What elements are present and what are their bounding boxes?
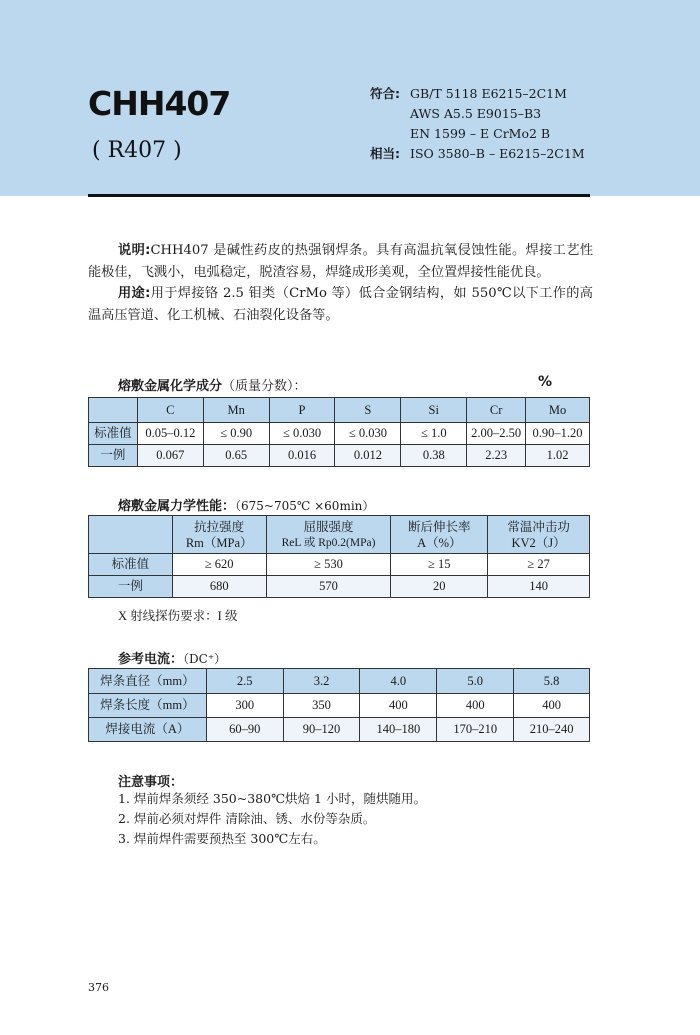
product-alias: ( R407 ): [92, 138, 182, 163]
table-row: [89, 423, 590, 445]
standard-row: [370, 84, 585, 104]
chemistry-title: [118, 375, 307, 394]
table-cell: ≤ 1.0: [401, 423, 467, 445]
header-rule: [88, 194, 590, 197]
description-paragraph: [88, 240, 593, 283]
chemistry-table: [88, 397, 590, 467]
table-header-cell: P: [269, 398, 335, 423]
standard-label: [370, 104, 410, 124]
table-header-cell: S: [335, 398, 401, 423]
table-cell: 680: [172, 576, 266, 598]
table-header-cell: Si: [401, 398, 467, 423]
header-line: 屈服强度: [303, 519, 354, 534]
header-line: 抗拉强度: [194, 519, 245, 534]
description-text: CHH407 是碱性药皮的热强钢焊条。具有高温抗氧侵蚀性能。焊接工艺性能极佳，飞溅小，电弧稳定，脱渣容易，焊缝成形美观，全位置焊接性能优良。: [88, 243, 594, 280]
standard-label: 相当:: [370, 146, 400, 161]
mechanical-table: [88, 515, 590, 598]
table-row-label: 焊条直径（mm）: [89, 669, 207, 694]
table-row-label: 一例: [89, 445, 138, 467]
table-cell: 400: [360, 694, 437, 718]
chemistry-title-main: 熔敷金属化学成分: [118, 379, 223, 394]
table-row: [89, 669, 590, 694]
table-cell: 350: [283, 694, 360, 718]
header-line: 断后伸长率: [408, 519, 471, 534]
table-cell: 60–90: [206, 718, 283, 742]
table-cell: ≤ 0.030: [269, 423, 335, 445]
table-header-cell: [488, 516, 590, 554]
table-cell: 0.65: [203, 445, 269, 467]
standard-label: 符合:: [370, 86, 400, 101]
table-cell: 140–180: [360, 718, 437, 742]
table-row-label: 焊条长度（mm）: [89, 694, 207, 718]
table-cell: 90–120: [283, 718, 360, 742]
notes-list: [118, 789, 426, 849]
table-corner-cell: [89, 516, 173, 554]
table-row-label: 焊接电流（A）: [89, 718, 207, 742]
table-cell: 2.5: [206, 669, 283, 694]
table-cell: ≥ 15: [391, 554, 488, 576]
table-header-cell: Cr: [467, 398, 526, 423]
table-cell: ≥ 530: [266, 554, 391, 576]
table-cell: 1.02: [526, 445, 590, 467]
table-cell: 2.23: [467, 445, 526, 467]
table-header-row: [89, 398, 590, 423]
standard-row: [370, 104, 585, 124]
table-header-cell: [266, 516, 391, 554]
table-header-cell: [391, 516, 488, 554]
table-row: [89, 576, 590, 598]
table-cell: 4.0: [360, 669, 437, 694]
table-cell: 0.05–0.12: [137, 423, 203, 445]
table-row: [89, 694, 590, 718]
usage-text: 用于焊接铬 2.5 钼类（CrMo 等）低合金钢结构，如 550℃以下工作的高温高压管道、化工机械、石油裂化设备等。: [88, 286, 593, 323]
standard-label: [370, 124, 410, 144]
table-cell: 2.00–2.50: [467, 423, 526, 445]
table-cell: 400: [514, 694, 590, 718]
table-cell: 400: [437, 694, 514, 718]
table-cell: 0.016: [269, 445, 335, 467]
table-cell: 210–240: [514, 718, 590, 742]
header-line: KV2（J）: [511, 535, 566, 550]
table-header-cell: [172, 516, 266, 554]
table-corner-cell: [89, 398, 138, 423]
usage-paragraph: [88, 283, 593, 326]
current-title-main: 参考电流：: [118, 652, 184, 667]
table-row-label: 标准值: [89, 554, 173, 576]
note-item: 1. 焊前焊条须经 350~380℃烘焙 1 小时，随烘随用。: [118, 791, 426, 806]
page-number: 376: [88, 981, 109, 994]
table-header-cell: Mn: [203, 398, 269, 423]
table-cell: 0.38: [401, 445, 467, 467]
chemistry-unit: %: [538, 374, 553, 390]
mechanical-condition: （675~705℃ ×60min）: [235, 499, 375, 513]
header-line: Rm（MPa）: [185, 535, 253, 550]
table-header-row: [89, 516, 590, 554]
header-line: A（%）: [417, 535, 462, 550]
notes-title: 注意事项：: [118, 775, 184, 790]
table-cell: ≤ 0.90: [203, 423, 269, 445]
standard-value: AWS A5.5 E9015–B3: [410, 106, 542, 121]
standard-value: EN 1599 – E CrMo2 B: [410, 126, 551, 141]
table-row: [89, 554, 590, 576]
description-label: 说明:: [118, 243, 151, 258]
table-cell: ≤ 0.030: [335, 423, 401, 445]
table-cell: 0.012: [335, 445, 401, 467]
mechanical-title: [118, 495, 374, 514]
current-polarity: （DC⁺）: [183, 652, 227, 666]
table-row-label: 一例: [89, 576, 173, 598]
table-cell: 0.90–1.20: [526, 423, 590, 445]
standard-value: ISO 3580–B – E6215–2C1M: [410, 146, 585, 161]
standard-value: GB/T 5118 E6215–2C1M: [410, 86, 567, 101]
table-cell: 140: [488, 576, 590, 598]
table-cell: 20: [391, 576, 488, 598]
table-row-label: 标准值: [89, 423, 138, 445]
standard-row: [370, 124, 585, 144]
current-table: [88, 668, 590, 742]
table-cell: ≥ 620: [172, 554, 266, 576]
note-item: 2. 焊前必须对焊件 清除油、锈、水份等杂质。: [118, 811, 376, 826]
chemistry-title-suffix: （质量分数）：: [222, 379, 307, 394]
table-cell: 0.067: [137, 445, 203, 467]
product-name: CHH407: [88, 84, 231, 123]
xray-note: X 射线探伤要求：I 级: [118, 609, 238, 623]
current-title: [118, 648, 226, 667]
table-cell: 5.8: [514, 669, 590, 694]
table-header-cell: C: [137, 398, 203, 423]
table-cell: 300: [206, 694, 283, 718]
standards-list: [370, 84, 585, 164]
table-row: [89, 445, 590, 467]
table-cell: 5.0: [437, 669, 514, 694]
usage-label: 用途:: [118, 286, 151, 301]
note-item: 3. 焊前焊件需要预热至 300℃左右。: [118, 831, 326, 846]
description-block: [88, 240, 593, 326]
mechanical-title-main: 熔敷金属力学性能：: [118, 499, 236, 514]
table-row: [89, 718, 590, 742]
table-cell: 3.2: [283, 669, 360, 694]
table-cell: 170–210: [437, 718, 514, 742]
table-cell: ≥ 27: [488, 554, 590, 576]
header-line: 常温冲击功: [507, 519, 570, 534]
table-header-cell: Mo: [526, 398, 590, 423]
standard-row: [370, 144, 585, 164]
header-line: ReL 或 Rp0.2(MPa): [281, 536, 376, 549]
table-cell: 570: [266, 576, 391, 598]
